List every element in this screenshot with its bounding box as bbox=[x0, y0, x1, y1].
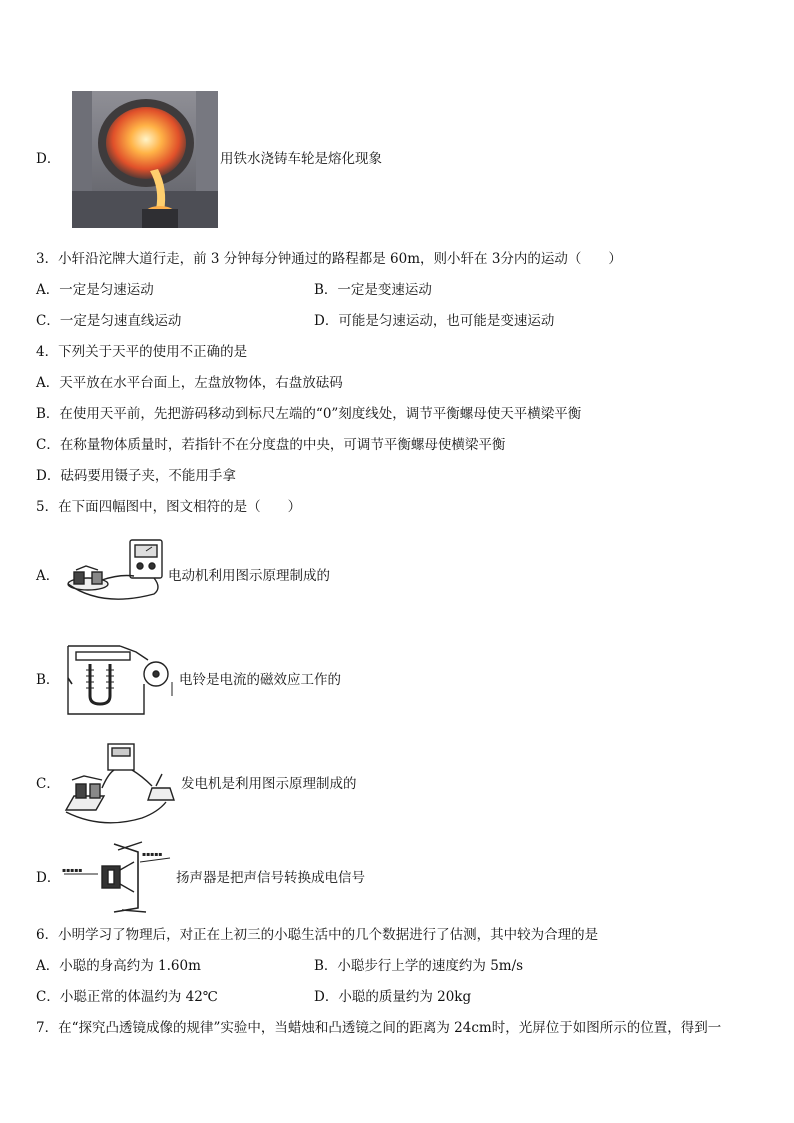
q6-option-c: C．小聪正常的体温约为 42℃ bbox=[36, 989, 218, 1005]
q5-option-b-text: 电铃是电流的磁效应工作的 bbox=[179, 672, 341, 688]
q3-option-a: A．一定是匀速运动 bbox=[36, 282, 154, 298]
q4-option-b: B．在使用天平前，先把游码移动到标尺左端的“0”刻度线处，调节平衡螺母使天平横梁平衡 bbox=[36, 406, 582, 422]
svg-text:▪▪▪▪▪: ▪▪▪▪▪ bbox=[142, 851, 163, 858]
q3-stem: 3．小轩沿沱牌大道行走，前 3 分钟每分钟通过的路程都是 60m，则小轩在 3分内的运动（ ） bbox=[36, 251, 622, 267]
q4-option-a: A．天平放在水平台面上，左盘放物体，右盘放砝码 bbox=[36, 375, 343, 391]
q6-option-a: A．小聪的身高约为 1.60m bbox=[36, 958, 201, 974]
molten-iron-pouring-photo bbox=[72, 91, 218, 228]
q4-stem: 4．下列关于天平的使用不正确的是 bbox=[36, 344, 248, 360]
q5-option-a-letter: A． bbox=[36, 568, 60, 584]
q7-stem: 7．在“探究凸透镜成像的规律”实验中，当蜡烛和凸透镜之间的距离为 24cm时，光屏位于如图所示的位置，得到一 bbox=[36, 1020, 722, 1036]
q5-option-d-letter: D． bbox=[36, 870, 61, 886]
q2-option-d-letter: D． bbox=[36, 151, 61, 167]
q5-option-a-text: 电动机利用图示原理制成的 bbox=[168, 568, 330, 584]
q5-option-b-letter: B． bbox=[36, 672, 60, 688]
q3-option-b: B．一定是变速运动 bbox=[314, 282, 432, 298]
q6-option-b: B．小聪步行上学的速度约为 5m/s bbox=[314, 958, 524, 974]
q4-option-d: D．砝码要用镊子夹，不能用手拿 bbox=[36, 468, 236, 484]
motor-principle-diagram bbox=[62, 536, 170, 608]
q5-option-d-text: 扬声器是把声信号转换成电信号 bbox=[176, 870, 365, 886]
q5-stem: 5．在下面四幅图中，图文相符的是（ ） bbox=[36, 499, 302, 515]
loudspeaker-diagram bbox=[62, 840, 178, 914]
q6-option-d: D．小聪的质量约为 20kg bbox=[314, 989, 472, 1005]
q5-option-c-letter: C． bbox=[36, 776, 60, 792]
svg-text:▪▪▪▪▪: ▪▪▪▪▪ bbox=[62, 867, 83, 874]
q2-option-d-text: 用铁水浇铸车轮是熔化现象 bbox=[220, 151, 382, 167]
electric-bell-diagram bbox=[64, 640, 176, 718]
q5-option-c-text: 发电机是利用图示原理制成的 bbox=[181, 776, 357, 792]
generator-principle-diagram bbox=[62, 740, 178, 826]
q4-option-c: C．在称量物体质量时，若指针不在分度盘的中央，可调节平衡螺母使横梁平衡 bbox=[36, 437, 506, 453]
q3-option-c: C．一定是匀速直线运动 bbox=[36, 313, 182, 329]
q3-option-d: D．可能是匀速运动，也可能是变速运动 bbox=[314, 313, 555, 329]
q6-stem: 6．小明学习了物理后，对正在上初三的小聪生活中的几个数据进行了估测，其中较为合理的是 bbox=[36, 927, 599, 943]
